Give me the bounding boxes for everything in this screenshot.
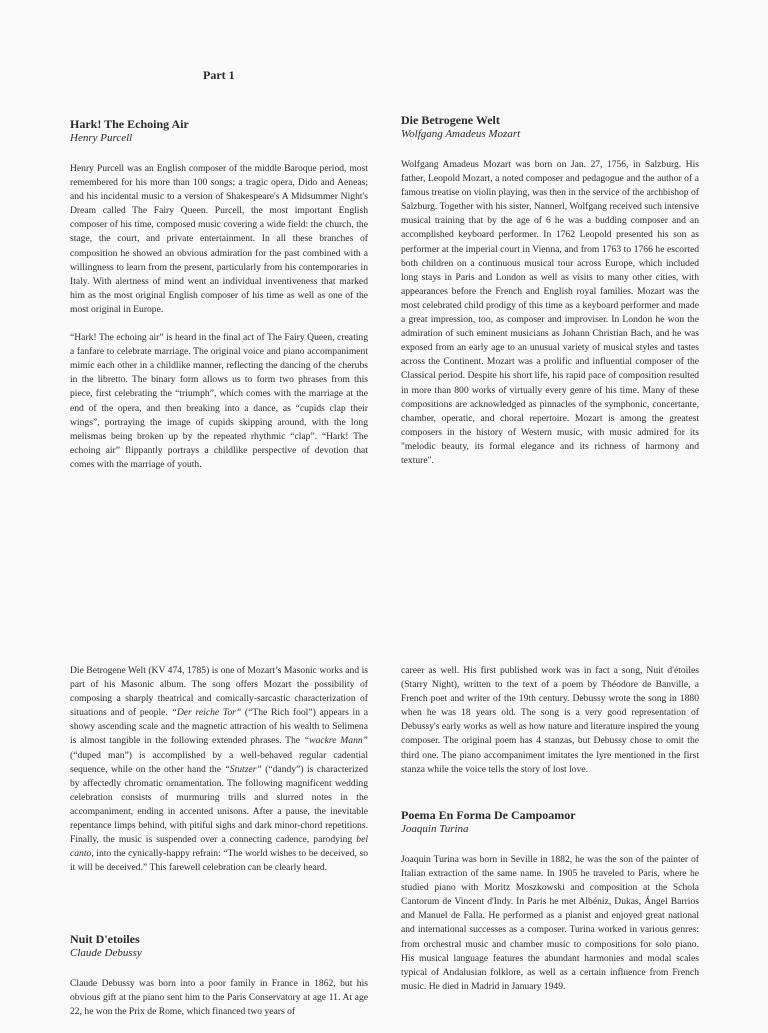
italic-run: “Stutzer” [224, 763, 262, 775]
italic-run: “wackre Mann” [303, 735, 368, 747]
paragraph [70, 664, 368, 875]
mozart-piece-section [70, 664, 368, 889]
text-run: (“dandy”) is characterized by affectedly chromatic ornamentation. The following magnificent wedding celebration consists of murmuring trills and slurred notes in the accompaniment, ending in accented unisons. After a pause, the inevitable repentance limps behind, with pitiful sighs and dark minor-chord repetitions. Finally, the music is suspended over a connecting cadence, parodying [70, 763, 368, 846]
text-run: (“duped man”) is accomplished by a well-behaved regular cadential sequence, while on the other hand the [70, 749, 368, 775]
composer-name: Wolfgang Amadeus Mozart [401, 128, 521, 140]
section-title: Poema En Forma De Campoamor [401, 808, 576, 822]
paragraph: Henry Purcell was an English composer of the middle Baroque period, most remembered for his more than 100 songs; a tragic opera, Dido and Aeneas; and his incidental music to a version of Shakespeare's A Midsummer Night's Dream called The Fairy Queen. Purcell, the most important English composer of his time, composed music covering a wide field: the church, the stage, the court, and private entertainment. In all these branches of composition he showed an obvious admiration for the past combined with a willingness to learn from the present, particularly from his contemporaries in Italy. With alertness of mind went an individual inventiveness that marked him as the most original English composer of his time as well as one of the most original in Europe. [70, 163, 368, 315]
paragraph: Joaquin Turina was born in Seville in 1882, he was the son of the painter of Italian extraction of the same name. In 1905 he traveled to Paris, where he studied piano with Moritz Moszkowski and composition at the Schola Cantorum de Vincent d'Indy. In Paris he met Albéniz, Dukas, Ángel Barrios and Manuel de Falla. He performed as a pianist and enjoyed great national and international successes as a composer. Turina worked in various genres: from orchestral music and chamber music to compositions for solo piano. His musical language features the abundant harmonies and modal scales typical of Andalusian folklore, as well as a certain influence from French music. He died in Madrid in January 1949. [401, 854, 699, 992]
page-label: Part 1 [203, 68, 235, 82]
section-title: Die Betrogene Welt [401, 113, 500, 127]
text-run: Die Betrogene Welt (KV 474, 1785) is one of Mozart’s Masonic works and is part of his Masonic album. The song offers Mozart the possibility of composing a sharply theatrical and comically-sarcastic characterization of situations and of people. [70, 665, 368, 719]
section-title: Nuit D'etoiles [70, 932, 140, 946]
purcell-section [70, 117, 368, 486]
debussy-section [70, 932, 368, 1033]
paragraph: career as well. His first published work was in fact a song, Nuit d'étoiles (Starry Night), written to the text of a poem by Théodore de Banville, a French poet and writer of the 19th century. Debussy wrote the song in 1880 when he was 18 years old. The song is a very good representation of Debussy's early works as well as how nature and literature inspired the young composer. The original poem has 4 stanzas, but Debussy chose to omit the third one. The piano accompaniment imitates the lyre mentioned in the first stanza while the voice tells the story of lost love. [401, 665, 699, 775]
text-run: , into the cynically-happy refrain: “The world wishes to be deceived, so it will be deceived.” This farewell celebration can be clearly heard. [70, 848, 368, 874]
paragraph: Wolfgang Amadeus Mozart was born on Jan. 27, 1756, in Salzburg. His father, Leopold Mozart, a noted composer and pedagogue and the author of a famous treatise on violin playing, was then in the service of the archbishop of Salzburg. Together with his sister, Nannerl, Wolfgang received such intensive musical training that by the age of 6 he was a budding composer and an accomplished keyboard performer. In 1762 Leopold presented his son as performer at the imperial court in Vienna, and from 1763 to 1766 he escorted both children on a continuous musical tour across Europe, which included long stays in Paris and London as well as visits to many other cities, with appearances before the French and English royal families. Mozart was the most celebrated child prodigy of this time as a keyboard performer and made a great impression, too, as composer and improviser. In London he won the admiration of such eminent musicians as Johann Christian Bach, and he was exposed from an early age to an unusual variety of musical styles and tastes across the Continent. Mozart was a prolific and influential composer of the Classical period. Despite his short life, his rapid pace of composition resulted in more than 800 works of virtually every genre of his time. Many of these compositions are acknowledged as pinnacles of the symphonic, concertante, chamber, operatic, and choral repertoire. Mozart is among the greatest composers in the history of Western music, with music admired for its "melodic beauty, its formal elegance and its richness of harmony and texture". [401, 159, 699, 466]
composer-name: Joaquin Turina [401, 823, 469, 835]
composer-name: Claude Debussy [70, 947, 142, 959]
paragraph: Claude Debussy was born into a poor family in France in 1862, but his obvious gift at the piano sent him to the Paris Conservatory at age 11. At age 22, he won the Prix de Rome, which financed two years of [70, 978, 368, 1018]
composer-name: Henry Purcell [70, 132, 133, 144]
paragraph: “Hark! The echoing air” is heard in the final act of The Fairy Queen, creating a fanfare to celebrate marriage. The original voice and piano accompaniment mimic each other in a childlike manner, reflecting the dancing of the cherubs in the libretto. The binary form allows us to form two phrases from this piece, first celebrating the “triumph”, which comes with the marriage at the end of the opera, and then breaking into a dance, as “cupids clap their wings”, portraying the image of cupids skipping around, with the long melismas being broken up by the repeated rhythmic “clap”. “Hark! The echoing air” flippantly portrays a childlike perspective of devotion that comes with the marriage of youth. [70, 332, 368, 470]
italic-run: “Der reiche Tor” [171, 707, 242, 719]
mozart-section [401, 113, 699, 482]
debussy-continued-section [401, 664, 699, 791]
section-title: Hark! The Echoing Air [70, 117, 189, 131]
text-run: (“The Rich fool”) appears in a showy ascending scale and the magnetic attraction of his wealth to Selimena is almost tangible in the following extended phrases. The [70, 707, 368, 747]
turina-section [401, 808, 699, 1008]
italic-run: bel canto [70, 834, 368, 860]
